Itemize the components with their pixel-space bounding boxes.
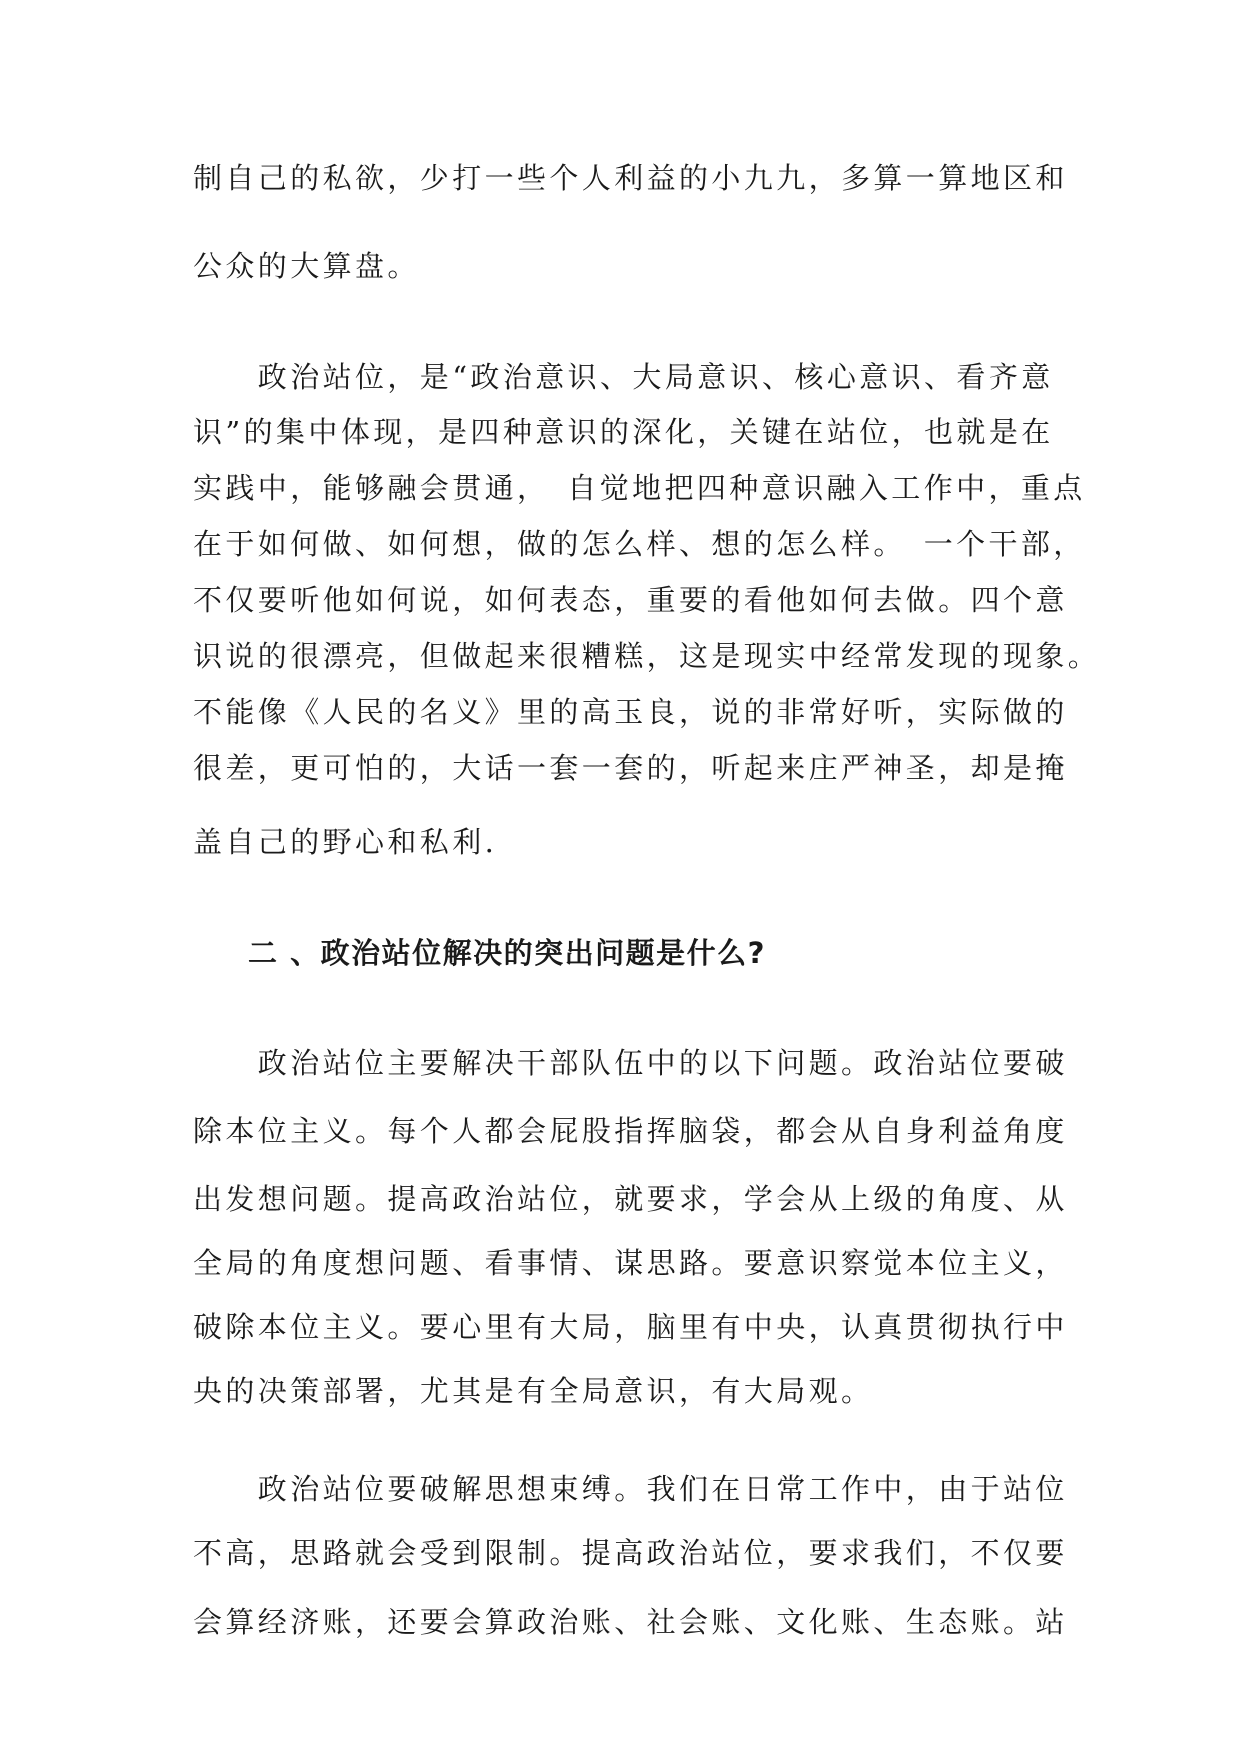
paragraph-1-line-1: 制自己的私欲，少打一些个人利益的小九九，多算一算地区和 bbox=[193, 161, 1068, 195]
paragraph-1-line-2: 公众的大算盘。 bbox=[193, 249, 420, 283]
paragraph-4-line-1: 政治站位要破解思想束缚。我们在日常工作中，由于站位 bbox=[193, 1472, 1068, 1506]
paragraph-4-line-2: 不高，思路就会受到限制。提高政治站位，要求我们，不仅要 bbox=[193, 1536, 1068, 1570]
paragraph-2-line-7: 不能像《人民的名义》里的高玉良，说的非常好听，实际做的 bbox=[193, 695, 1068, 729]
paragraph-2-line-5: 不仅要听他如何说，如何表态，重要的看他如何去做。四个意 bbox=[193, 583, 1068, 617]
paragraph-4-line-3: 会算经济账，还要会算政治账、社会账、文化账、生态账。站 bbox=[193, 1605, 1068, 1639]
paragraph-2-line-8: 很差，更可怕的，大话一套一套的，听起来庄严神圣，却是掩 bbox=[193, 751, 1068, 785]
paragraph-2-line-6: 识说的很漂亮，但做起来很糟糕，这是现实中经常发现的现象。 bbox=[193, 639, 1101, 673]
paragraph-2-line-4: 在于如何做、如何想，做的怎么样、想的怎么样。 一个干部， bbox=[193, 527, 1086, 561]
paragraph-3-line-4: 全局的角度想问题、看事情、谋思路。要意识察觉本位主义， bbox=[193, 1246, 1068, 1280]
paragraph-3-line-1: 政治站位主要解决干部队伍中的以下问题。政治站位要破 bbox=[193, 1046, 1068, 1080]
paragraph-2-line-1: 政治站位，是“政治意识、大局意识、核心意识、看齐意 bbox=[193, 360, 1054, 394]
paragraph-3-line-2: 除本位主义。每个人都会屁股指挥脑袋，都会从自身利益角度 bbox=[193, 1114, 1068, 1148]
paragraph-2-line-2: 识”的集中体现，是四种意识的深化，关键在站位，也就是在 bbox=[193, 415, 1054, 449]
paragraph-3-line-3: 出发想问题。提高政治站位，就要求，学会从上级的角度、从 bbox=[193, 1182, 1068, 1216]
paragraph-3-line-5: 破除本位主义。要心里有大局，脑里有中央，认真贯彻执行中 bbox=[193, 1310, 1068, 1344]
paragraph-2-line-9: 盖自己的野心和私利. bbox=[193, 825, 498, 859]
section-heading-2: 二 、政治站位解决的突出问题是什么? bbox=[248, 936, 766, 970]
paragraph-2-line-3: 实践中，能够融会贯通， 自觉地把四种意识融入工作中，重点 bbox=[193, 471, 1086, 505]
paragraph-3-line-6: 央的决策部署，尤其是有全局意识，有大局观。 bbox=[193, 1374, 874, 1408]
